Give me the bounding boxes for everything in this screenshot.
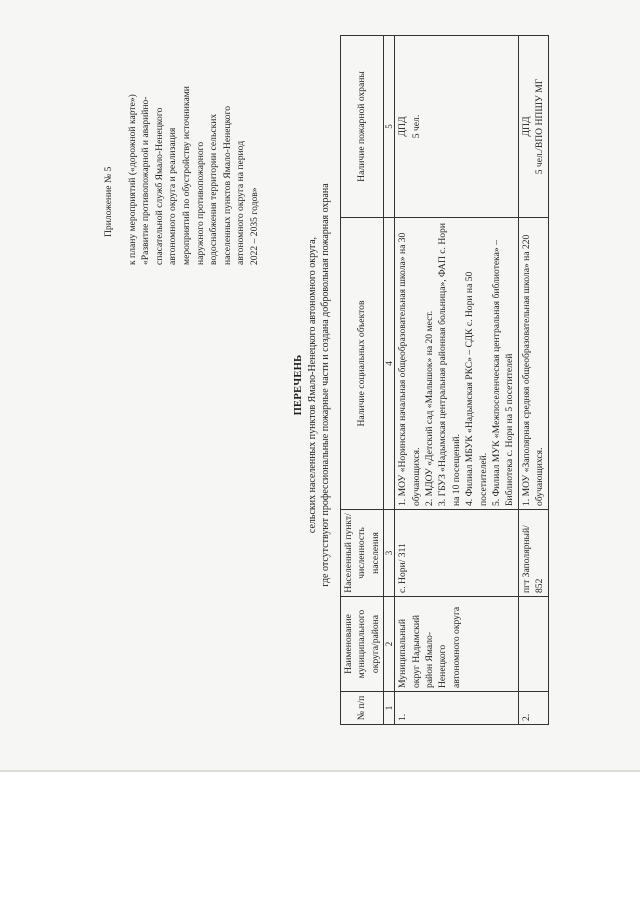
social-object-item: 4. Филиал МБУК «Надымская РКС» – СДК с. Нори на 50 посетителей. — [464, 271, 489, 506]
document-title: ПЕРЕЧЕНЬ — [293, 354, 304, 416]
table-row — [518, 36, 548, 725]
row-number: 2. — [518, 692, 548, 725]
table-row — [395, 36, 519, 725]
social-object-item: 2. МДОУ «Детский сад «Малышок» на 20 мест. — [424, 310, 436, 506]
appendix-line: водоснабжения территории сельских — [208, 113, 220, 265]
column-index: 5 — [384, 36, 395, 218]
appendix-line: автономного округа и реализация — [167, 127, 179, 265]
appendix-line: мероприятий по обустройству источниками — [180, 86, 192, 265]
column-index: 4 — [384, 218, 395, 510]
document-heading — [292, 60, 333, 710]
appendix-line: к плану мероприятий («дорожной карте») — [126, 94, 138, 265]
social-object-item: 1. МОУ «Норинская начальная общеобразовательная школа» на 30 обучающихся. — [397, 232, 422, 506]
header-social-objects: Наличие социальных объектов — [341, 218, 384, 510]
header-fire-protection: Наличие пожарной охраны — [341, 36, 384, 218]
appendix-line: автономного округа на период — [235, 140, 247, 265]
header-settlement: Населенный пункт/численность населения — [341, 510, 384, 597]
appendix-line: наружного противопожарного — [194, 141, 206, 265]
row-district — [518, 597, 548, 692]
header-district: Наименование муниципального округа/района — [341, 597, 384, 692]
row-number: 1. — [395, 692, 519, 725]
row-fire-protection: ДПД 5 чел. — [395, 36, 519, 218]
heading-line-1: сельских населенных пунктов Ямало-Ненецкого автономного округа, — [306, 236, 318, 534]
social-object-item: 5. Филиал МУК «Межпоселенческая центральная библиотека» – Библиотека с. Нори на 5 посетителей — [491, 240, 516, 506]
column-index: 3 — [384, 510, 395, 597]
row-social-objects — [395, 218, 519, 510]
appendix-number: Приложение № 5 — [103, 166, 114, 237]
row-settlement: с. Нори/ 311 — [395, 510, 519, 597]
column-index: 1 — [384, 692, 395, 725]
row-social-objects — [518, 218, 548, 510]
appendix-note — [102, 20, 262, 265]
appendix-line: 2022 – 2035 годов» — [248, 187, 260, 265]
social-object-item: 1. МОУ «Заполярная средняя общеобразовательная школа» на 220 обучающихся. — [520, 234, 546, 506]
column-index-row — [384, 36, 395, 725]
header-number: № п/п — [341, 692, 384, 725]
appendix-line: населенных пунктов Ямало-Ненецкого — [221, 105, 233, 265]
social-object-item: 3. ГБУЗ «Надымская центральная районная больница», ФАП с. Нори на 10 посещений. — [437, 223, 462, 506]
row-fire-protection: ДПД 5 чел./ВПО НПШУ МГ — [518, 36, 548, 218]
table-header-row — [341, 36, 384, 725]
row-district: Муниципальный округ Надымский район Ямало-Ненецкого автономного округа — [395, 597, 519, 692]
page-edge — [0, 770, 640, 772]
heading-line-2: где отсутствуют профессиональные пожарные части и создана добровольная пожарная охрана — [320, 183, 331, 587]
appendix-line: «Развитие противопожарной и аварийно- — [140, 96, 152, 265]
appendix-lines — [126, 20, 262, 265]
row-settlement: пгт Заполярный/ 852 — [518, 510, 548, 597]
column-index: 2 — [384, 597, 395, 692]
settlements-table — [340, 35, 549, 725]
appendix-line: спасательной служб Ямало-Ненецкого — [153, 107, 165, 265]
